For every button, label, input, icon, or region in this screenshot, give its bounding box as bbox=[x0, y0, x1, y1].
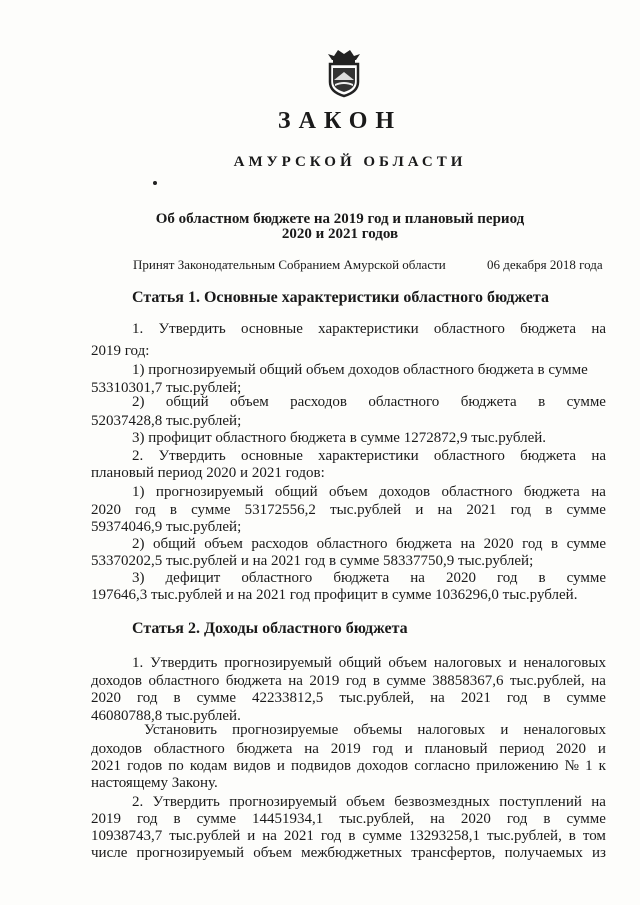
word: № bbox=[564, 758, 579, 774]
subject-line-2: 2020 и 2021 годов bbox=[281, 226, 399, 242]
word: год bbox=[510, 502, 532, 518]
word: 2. bbox=[132, 448, 144, 464]
word: характеристики bbox=[318, 321, 419, 337]
word: получаемых bbox=[504, 845, 583, 861]
word: областного bbox=[241, 570, 313, 586]
text-line: 53370202,5 тыс.рублей и на 2021 год в сумме 58337750,9 тыс.рублей; bbox=[91, 553, 534, 569]
word: период bbox=[499, 741, 545, 757]
word: на bbox=[262, 828, 277, 844]
word: 1. bbox=[132, 655, 144, 671]
law-subject bbox=[100, 212, 580, 242]
word: 1. bbox=[132, 321, 144, 337]
text-line: 53310301,7 тыс.рублей; bbox=[91, 380, 242, 396]
word: сумме bbox=[566, 394, 606, 410]
word: 1) bbox=[132, 484, 145, 500]
word: Утвердить bbox=[150, 655, 218, 671]
word: в bbox=[543, 690, 551, 706]
word: сумме bbox=[566, 536, 606, 552]
word: и bbox=[247, 828, 256, 844]
word: год bbox=[506, 811, 528, 827]
word: областного bbox=[316, 536, 388, 552]
word: год bbox=[496, 570, 518, 586]
word: 2) bbox=[132, 536, 145, 552]
word: бюджета bbox=[460, 394, 517, 410]
word: в bbox=[543, 811, 551, 827]
word: доходов bbox=[379, 484, 431, 500]
word: и bbox=[597, 741, 606, 757]
word: 53172556,2 bbox=[244, 502, 316, 518]
word: объемы bbox=[353, 722, 403, 738]
word: областного bbox=[368, 394, 440, 410]
text-line bbox=[91, 722, 606, 739]
word: 2019 bbox=[91, 811, 121, 827]
text-line bbox=[91, 394, 606, 411]
word: год bbox=[522, 536, 543, 552]
word: на bbox=[591, 794, 606, 810]
word: доходов bbox=[91, 673, 142, 689]
word: неналоговых bbox=[523, 655, 606, 671]
word: объем bbox=[253, 845, 292, 861]
word: Установить bbox=[144, 722, 217, 738]
word: годов bbox=[127, 758, 163, 774]
word: в bbox=[551, 536, 559, 552]
word: 2019 bbox=[330, 741, 361, 757]
word: сумме bbox=[566, 811, 606, 827]
text-line bbox=[91, 741, 606, 758]
word: характеристики bbox=[318, 448, 419, 464]
text-line bbox=[91, 758, 606, 775]
text-line: 46080788,8 тыс.рублей. bbox=[91, 708, 241, 724]
word: расходов bbox=[251, 536, 309, 552]
word: 2021 bbox=[91, 758, 121, 774]
text-line: 52037428,8 тыс.рублей; bbox=[91, 413, 242, 429]
word: и bbox=[276, 758, 285, 774]
word: тыс.рублей, bbox=[339, 690, 415, 706]
text-line bbox=[91, 321, 606, 338]
word: объем bbox=[329, 484, 368, 500]
text-line bbox=[91, 570, 606, 587]
text-line: плановый период 2020 и 2021 годов: bbox=[91, 465, 325, 481]
word: Утвердить bbox=[158, 448, 226, 464]
word: в bbox=[545, 502, 553, 518]
word: год bbox=[137, 690, 158, 706]
word: том bbox=[582, 828, 606, 844]
word: год bbox=[135, 502, 156, 518]
word: 2) bbox=[132, 394, 145, 410]
word: дефицит bbox=[165, 570, 221, 586]
word: доходов bbox=[357, 758, 409, 774]
word: тыс.рублей, bbox=[487, 828, 562, 844]
word: общий bbox=[165, 394, 209, 410]
word: год bbox=[137, 811, 158, 827]
word: 1 bbox=[585, 758, 593, 774]
document-title: ЗАКОН bbox=[277, 108, 403, 134]
word: областного bbox=[153, 741, 225, 757]
article-2-heading: Статья 2. Доходы областного бюджета bbox=[132, 620, 408, 637]
adopted-date: 06 декабря 2018 года bbox=[487, 257, 603, 272]
word: сумме bbox=[196, 690, 237, 706]
word: год bbox=[320, 828, 342, 844]
word: на bbox=[430, 811, 445, 827]
word: бюджета bbox=[523, 484, 580, 500]
word: год bbox=[345, 673, 367, 689]
text-line bbox=[91, 690, 606, 707]
word: к bbox=[598, 758, 606, 774]
word: 2020 bbox=[556, 741, 587, 757]
word: и bbox=[415, 502, 424, 518]
word: прогнозируемый bbox=[224, 655, 332, 671]
word: 13293258,1 bbox=[408, 828, 481, 844]
word: в bbox=[169, 502, 177, 518]
word: 2021 bbox=[283, 828, 314, 844]
word: в bbox=[173, 811, 181, 827]
word: бюджета bbox=[396, 536, 452, 552]
word: в bbox=[568, 828, 576, 844]
word: сумме bbox=[362, 828, 402, 844]
word: на bbox=[430, 690, 445, 706]
word: 2020 bbox=[483, 536, 514, 552]
word: трансфертов, bbox=[411, 845, 496, 861]
word: областного bbox=[433, 448, 505, 464]
word: сумме bbox=[566, 502, 606, 518]
word: на bbox=[460, 536, 476, 552]
word: тыс.рублей bbox=[169, 828, 241, 844]
word: областного bbox=[148, 673, 220, 689]
word: приложению bbox=[476, 758, 559, 774]
word: расходов bbox=[290, 394, 347, 410]
word: доходов bbox=[91, 741, 142, 757]
word: подвидов bbox=[291, 758, 352, 774]
text-line bbox=[91, 448, 606, 465]
word: по bbox=[168, 758, 184, 774]
word: 2020 bbox=[445, 570, 476, 586]
word: на bbox=[591, 448, 606, 464]
word: основные bbox=[240, 321, 303, 337]
article-1-heading: Статья 1. Основные характеристики областного бюджета bbox=[132, 289, 549, 306]
word: кодам bbox=[189, 758, 228, 774]
word: и bbox=[404, 741, 413, 757]
word: 10938743,7 bbox=[91, 828, 163, 844]
word: и bbox=[500, 722, 509, 738]
word: бюджета bbox=[236, 741, 293, 757]
text-line bbox=[91, 811, 606, 828]
word: бюджета bbox=[225, 673, 282, 689]
word: бюджета bbox=[520, 321, 577, 337]
word: сумме bbox=[566, 690, 606, 706]
word: тыс.рублей, bbox=[339, 811, 415, 827]
word: областного bbox=[433, 321, 505, 337]
word: объем bbox=[388, 655, 428, 671]
word: год bbox=[506, 690, 528, 706]
region-title: АМУРСКОЙ ОБЛАСТИ bbox=[233, 154, 467, 170]
word: 2. bbox=[132, 794, 144, 810]
text-line: 1) прогнозируемый общий объем доходов областного бюджета в сумме bbox=[132, 362, 588, 378]
word: неналоговых bbox=[523, 722, 606, 738]
text-line: настоящему Закону. bbox=[91, 775, 218, 791]
word: 42233812,5 bbox=[252, 690, 324, 706]
word: на bbox=[591, 673, 606, 689]
word: тыс.рублей bbox=[330, 502, 402, 518]
word: безвозмездных bbox=[394, 794, 490, 810]
subject-line-1: Об областном бюджете на 2019 год и плановый период bbox=[155, 211, 525, 227]
word: прогнозируемый bbox=[136, 845, 245, 861]
word: 2020 bbox=[91, 502, 121, 518]
word: основные bbox=[240, 448, 303, 464]
text-line: 3) профицит областного бюджета в сумме 1272872,9 тыс.рублей. bbox=[132, 430, 547, 446]
word: на bbox=[288, 673, 303, 689]
word: Утвердить bbox=[152, 794, 220, 810]
word: общий bbox=[338, 655, 382, 671]
word: в bbox=[372, 673, 380, 689]
word: объем bbox=[230, 394, 269, 410]
text-line bbox=[91, 484, 606, 501]
word: сумме bbox=[191, 502, 231, 518]
word: 38858367,6 bbox=[432, 673, 504, 689]
word: налоговых bbox=[417, 722, 486, 738]
word: в bbox=[173, 690, 181, 706]
word: объем bbox=[204, 536, 243, 552]
word: сумме bbox=[196, 811, 237, 827]
word: бюджета bbox=[333, 570, 390, 586]
word: на bbox=[437, 502, 453, 518]
word: 2020 bbox=[460, 811, 491, 827]
word: общий bbox=[152, 536, 196, 552]
word: числе bbox=[91, 845, 128, 861]
word: 3) bbox=[132, 570, 145, 586]
word: бюджета bbox=[520, 448, 577, 464]
text-line: 197646,3 тыс.рублей и на 2021 год профицит в сумме 1036296,0 тыс.рублей. bbox=[91, 587, 578, 603]
text-line bbox=[91, 828, 606, 845]
stray-mark bbox=[153, 181, 157, 185]
word: 2020 bbox=[91, 690, 121, 706]
word: общий bbox=[274, 484, 318, 500]
word: объем bbox=[346, 794, 385, 810]
text-line: 59374046,9 тыс.рублей; bbox=[91, 519, 242, 535]
word: сумме bbox=[386, 673, 426, 689]
word: плановый bbox=[424, 741, 488, 757]
word: 14451934,1 bbox=[252, 811, 324, 827]
text-line bbox=[91, 536, 606, 553]
text-line bbox=[91, 794, 606, 811]
word: на bbox=[410, 570, 425, 586]
word: 2021 bbox=[466, 502, 497, 518]
word: на bbox=[591, 321, 606, 337]
word: на bbox=[591, 484, 606, 500]
word: в bbox=[348, 828, 356, 844]
word: 2021 bbox=[460, 690, 491, 706]
word: тыс.рублей, bbox=[509, 673, 585, 689]
word: областного bbox=[441, 484, 513, 500]
text-line bbox=[91, 673, 606, 690]
word: межбюджетных bbox=[301, 845, 403, 861]
word: видов bbox=[233, 758, 271, 774]
word: поступлений bbox=[499, 794, 582, 810]
word: Утвердить bbox=[158, 321, 226, 337]
word: сумме bbox=[566, 570, 606, 586]
word: из bbox=[592, 845, 606, 861]
word: год bbox=[372, 741, 393, 757]
word: прогнозируемые bbox=[232, 722, 339, 738]
text-line: 2019 год: bbox=[91, 343, 150, 359]
text-line bbox=[91, 502, 606, 519]
word: налоговых bbox=[433, 655, 502, 671]
adopted-by: Принят Законодательным Собранием Амурской области bbox=[133, 257, 446, 272]
word: в bbox=[538, 570, 546, 586]
word: 2019 bbox=[309, 673, 340, 689]
word: в bbox=[538, 394, 546, 410]
word: и bbox=[508, 655, 517, 671]
word: прогнозируемый bbox=[155, 484, 264, 500]
word: прогнозируемый bbox=[229, 794, 337, 810]
coat-of-arms-icon bbox=[324, 46, 364, 98]
text-line bbox=[91, 655, 606, 672]
text-line bbox=[91, 845, 606, 862]
word: согласно bbox=[414, 758, 471, 774]
word: на bbox=[304, 741, 319, 757]
